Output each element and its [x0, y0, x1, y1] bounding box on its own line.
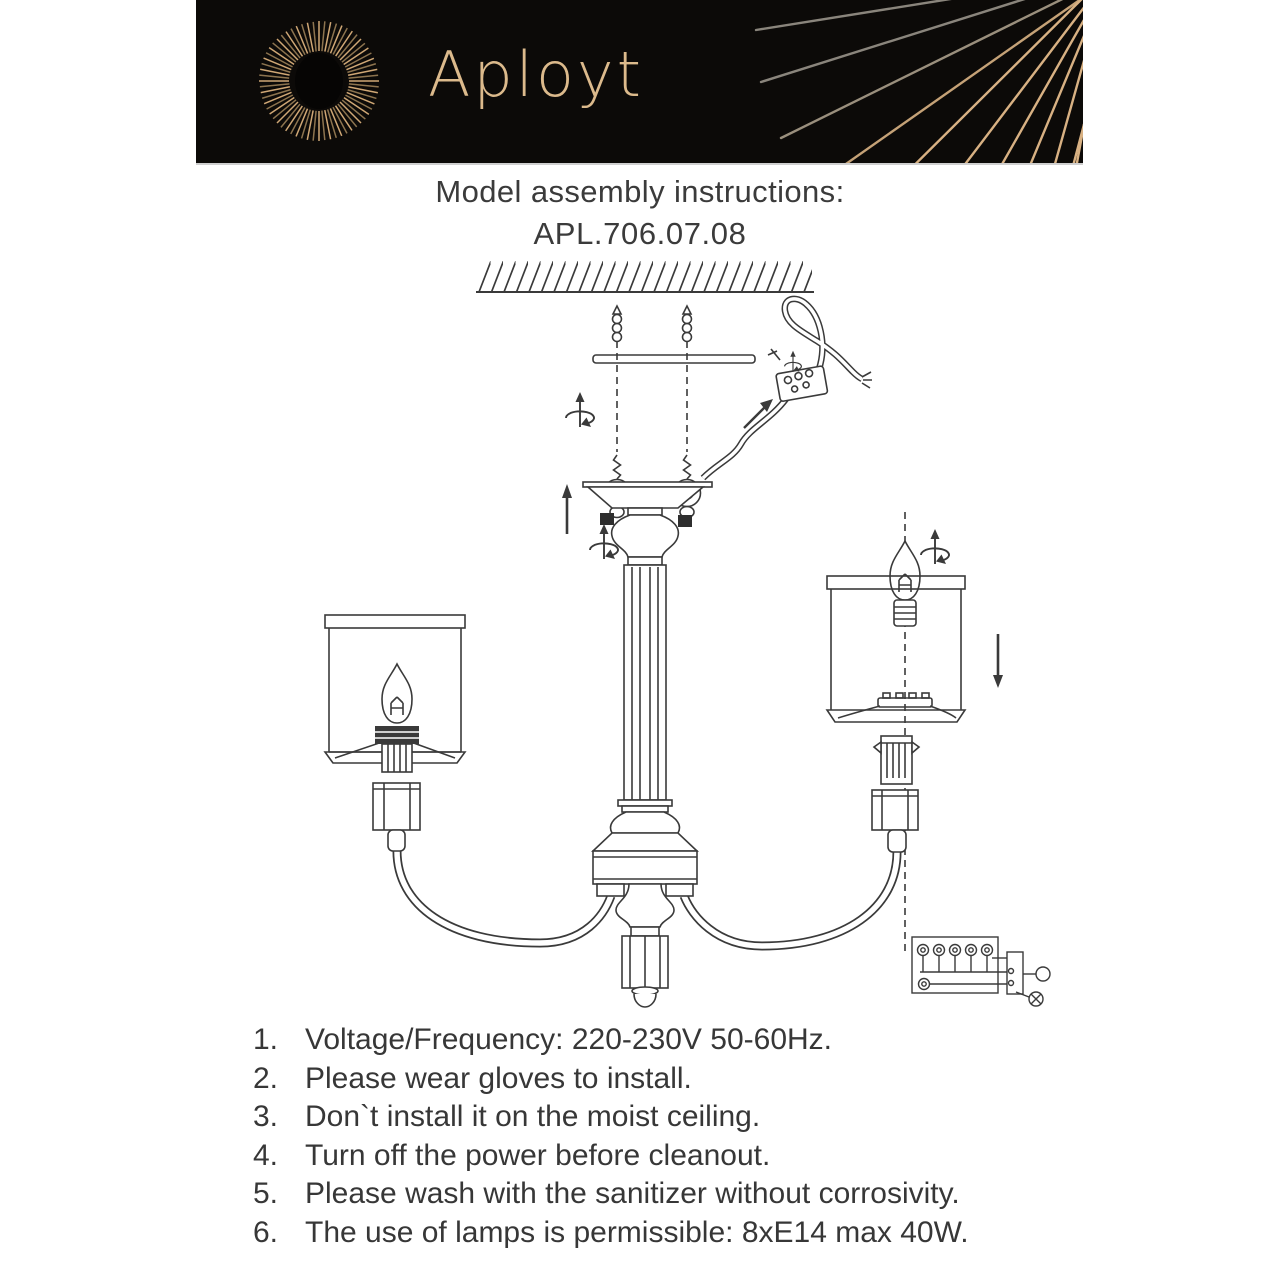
ceiling-hatch [476, 261, 814, 292]
instruction-item [253, 1021, 1093, 1060]
instruction-item [253, 1098, 1093, 1137]
canopy-and-column [583, 482, 712, 851]
instruction-number: 5. [253, 1177, 279, 1211]
instruction-number: 1. [253, 1023, 279, 1056]
model-code: APL.706.07.08 [533, 216, 747, 251]
instruction-text: The use of lamps is permissible: 8xE14 max 40W. [305, 1215, 969, 1249]
rotate-icon [566, 392, 594, 427]
instruction-text: Please wash with the sanitizer without corrosivity. [305, 1177, 960, 1211]
instruction-text: Don`t install it on the moist ceiling. [305, 1100, 761, 1134]
wiring-schematic [912, 937, 1050, 1006]
arrow-up-icon [562, 484, 572, 534]
central-hub [593, 851, 697, 1007]
instruction-item [253, 1060, 1093, 1099]
instruction-text: Turn off the power before cleanout. [305, 1138, 771, 1172]
terminal-block-wiring [703, 299, 872, 478]
instructions-list [253, 1021, 1093, 1253]
instruction-item [253, 1137, 1093, 1176]
instruction-text: Voltage/Frequency: 220-230V 50-60Hz. [305, 1023, 833, 1056]
instruction-number: 4. [253, 1138, 279, 1172]
right-lamp-exploded [827, 529, 1003, 852]
brand-name: Aployt [428, 38, 644, 111]
arrow-down-icon [993, 634, 1003, 688]
instruction-number: 3. [253, 1100, 279, 1134]
instruction-item [253, 1214, 1093, 1253]
page-title: Model assembly instructions: [435, 174, 845, 209]
left-lamp [325, 615, 465, 851]
instruction-number: 2. [253, 1061, 279, 1095]
wall-anchors [613, 306, 692, 452]
instruction-text: Please wear gloves to install. [305, 1061, 692, 1095]
instruction-item [253, 1175, 1093, 1214]
instruction-number: 6. [253, 1215, 279, 1249]
